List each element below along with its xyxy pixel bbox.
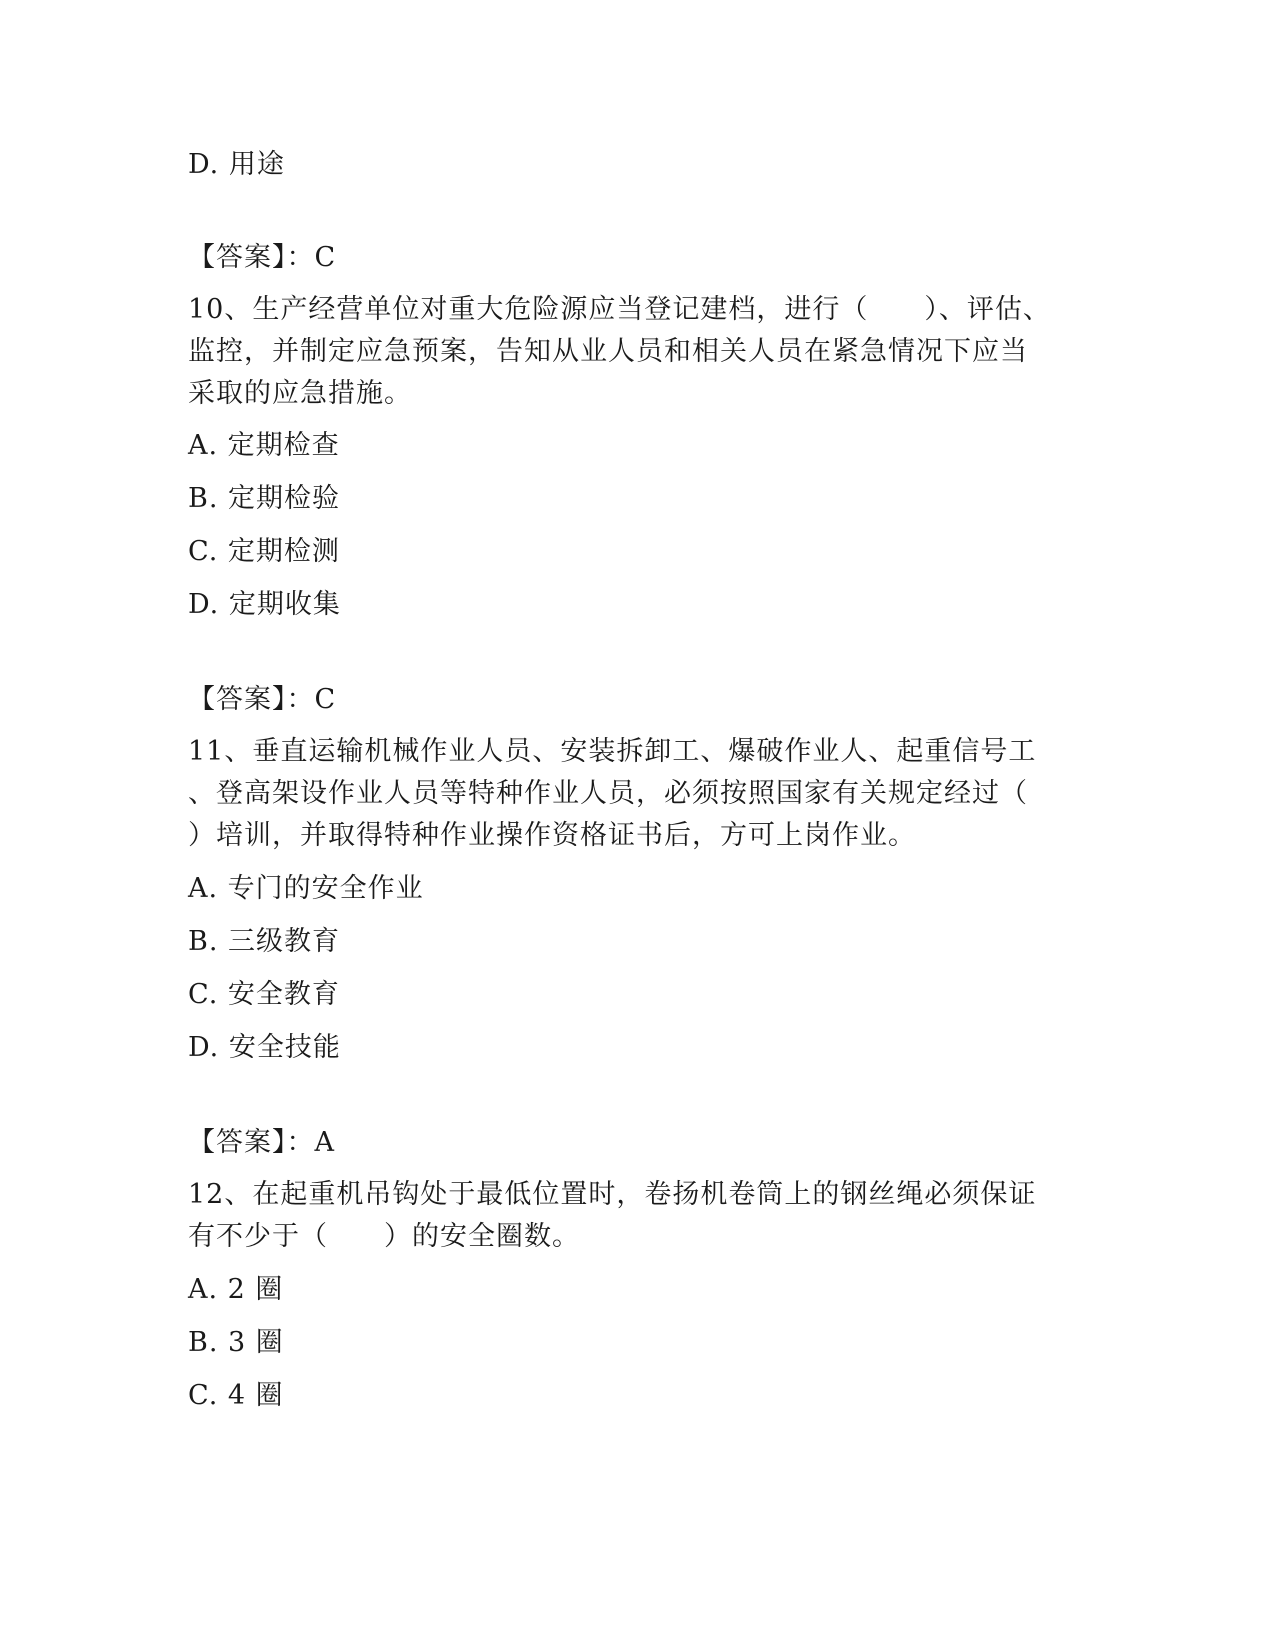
q11-option-d: D. 安全技能: [188, 1032, 341, 1063]
q11-stem-line-3: ）培训，并取得特种作业操作资格证书后，方可上岗作业。: [188, 820, 916, 851]
q10-option-a: A. 定期检查: [188, 430, 340, 461]
q12-stem-line-2: 有不少于（ ）的安全圈数。: [188, 1221, 580, 1252]
q11-stem-line-1: 11、垂直运输机械作业人员、安装拆卸工、爆破作业人、起重信号工: [188, 736, 1037, 767]
q10-option-d: D. 定期收集: [188, 589, 341, 620]
q12-option-b: B. 3 圈: [188, 1327, 284, 1358]
q11-option-c: C. 安全教育: [188, 979, 340, 1010]
q10-stem-line-3: 采取的应急措施。: [188, 378, 412, 409]
prev-option-d: D. 用途: [188, 149, 285, 180]
q10-answer: 【答案】：C: [188, 684, 337, 715]
q11-answer: 【答案】：A: [188, 1127, 335, 1158]
q11-option-b: B. 三级教育: [188, 926, 341, 957]
q11-option-a: A. 专门的安全作业: [188, 873, 424, 904]
prev-answer: 【答案】：C: [188, 242, 337, 273]
q12-option-a: A. 2 圈: [188, 1274, 284, 1305]
q10-stem-line-2: 监控，并制定应急预案，告知从业人员和相关人员在紧急情况下应当: [188, 336, 1028, 367]
q12-stem-line-1: 12、在起重机吊钩处于最低位置时，卷扬机卷筒上的钢丝绳必须保证: [188, 1179, 1037, 1210]
q10-stem-line-1: 10、生产经营单位对重大危险源应当登记建档，进行（ ）、评估、: [188, 294, 1051, 325]
q11-stem-line-2: 、登高架设作业人员等特种作业人员，必须按照国家有关规定经过（: [188, 778, 1028, 809]
q10-option-b: B. 定期检验: [188, 483, 341, 514]
q12-option-c: C. 4 圈: [188, 1380, 284, 1411]
q10-option-c: C. 定期检测: [188, 536, 340, 567]
